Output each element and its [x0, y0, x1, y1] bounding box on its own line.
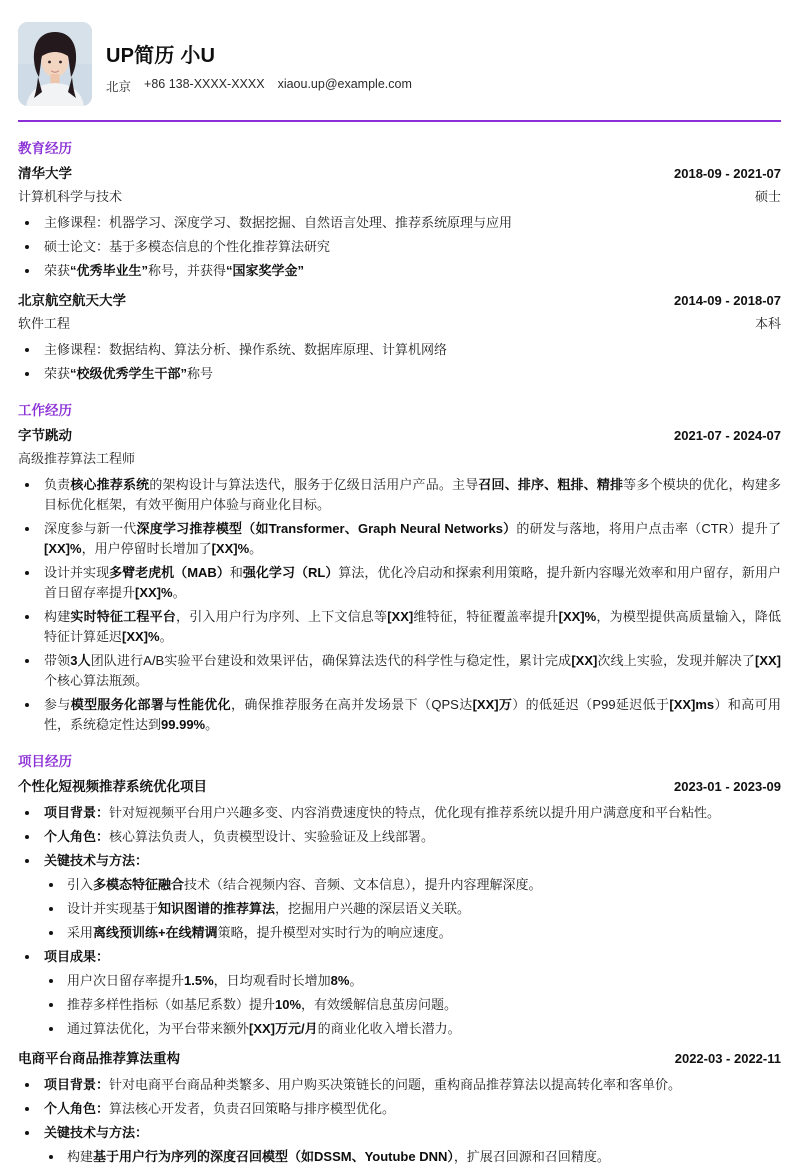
entry-subtitle: 高级推荐算法工程师 [18, 451, 136, 466]
bullet-item [18, 899, 781, 919]
bullet-list [18, 1075, 781, 1167]
bullet-text: 项目背景：针对短视频平台用户兴趣多变、内容消费速度快的特点，优化现有推荐系统以提升用户满意度和平台粘性。 [44, 805, 721, 820]
entry [18, 162, 781, 281]
bullet-marker-icon [25, 348, 29, 352]
bullet-item [18, 803, 781, 823]
entry-date: 2022-03 - 2022-11 [674, 1051, 781, 1066]
bullet-text: 推荐多样性指标（如基尼系数）提升10%，有效缓解信息茧房问题。 [67, 997, 458, 1012]
bullet-marker-icon [25, 1131, 29, 1135]
resume-section [18, 137, 781, 384]
bullet-marker-icon [49, 931, 53, 935]
bullet-text: 个人角色：算法核心开发者，负责召回策略与排序模型优化。 [44, 1101, 396, 1116]
entry-subtitle: 计算机科学与技术 [18, 189, 123, 204]
entry [18, 1047, 781, 1167]
bullet-item [18, 995, 781, 1015]
bullet-text: 引入多模态特征融合技术（结合视频内容、音频、文本信息），提升内容理解深度。 [67, 877, 542, 892]
portrait-illustration [18, 22, 92, 106]
entry-header-row [18, 424, 781, 444]
bullet-item [18, 827, 781, 847]
bullet-marker-icon [25, 245, 29, 249]
entry-title: 字节跳动 [18, 428, 72, 443]
bullet-list [18, 213, 781, 281]
resume-header [18, 22, 781, 106]
entry-date: 2021-07 - 2024-07 [674, 428, 781, 443]
bullet-text: 带领3人团队进行A/B实验平台建设和效果评估，确保算法迭代的科学性与稳定性，累计完成[XX]次线上实验，发现并解决了[XX]个核心算法瓶颈。 [44, 653, 781, 688]
bullet-item [18, 947, 781, 967]
contact-phone: +86 138-XXXX-XXXX [144, 77, 265, 91]
bullet-item [18, 213, 781, 233]
bullet-item [18, 1075, 781, 1095]
bullet-text: 参与模型服务化部署与性能优化，确保推荐服务在高并发场景下（QPS达[XX]万）的低延迟（P99延迟低于[XX]ms）和高可用性，系统稳定性达到99.99%。 [44, 697, 781, 732]
bullet-marker-icon [25, 527, 29, 531]
entry-title: 个性化短视频推荐系统优化项目 [18, 779, 207, 794]
contact-location: 北京 [106, 80, 132, 94]
entry-header-row [18, 162, 781, 182]
bullet-item [18, 607, 781, 647]
entry-subtitle-row [18, 186, 781, 205]
entry-title: 电商平台商品推荐算法重构 [18, 1051, 180, 1066]
bullet-text: 用户次日留存率提升1.5%，日均观看时长增加8%。 [67, 973, 363, 988]
candidate-name: UP简历 小U [106, 45, 216, 67]
bullet-marker-icon [25, 269, 29, 273]
resume-section [18, 750, 781, 1167]
bullet-item [18, 651, 781, 691]
bullet-marker-icon [25, 859, 29, 863]
bullet-text: 主修课程：机器学习、深度学习、数据挖掘、自然语言处理、推荐系统原理与应用 [44, 215, 513, 230]
bullet-text: 关键技术与方法： [44, 853, 149, 868]
entry-subtitle-row [18, 313, 781, 332]
bullet-marker-icon [25, 571, 29, 575]
bullet-marker-icon [49, 979, 53, 983]
bullet-text: 项目成果： [44, 949, 110, 964]
entry [18, 289, 781, 384]
section-title: 项目经历 [18, 754, 72, 769]
bullet-marker-icon [25, 835, 29, 839]
bullet-text: 荣获“校级优秀学生干部”称号 [44, 366, 214, 381]
bullet-text: 构建实时特征工程平台，引入用户行为序列、上下文信息等[XX]维特征，特征覆盖率提升[XX]%，为模型提供高质量输入，降低特征计算延迟[XX]%。 [44, 609, 781, 644]
bullet-list [18, 803, 781, 1039]
entry-header-row [18, 1047, 781, 1067]
bullet-item [18, 923, 781, 943]
bullet-marker-icon [25, 1083, 29, 1087]
bullet-item [18, 475, 781, 515]
bullet-item [18, 261, 781, 281]
bullet-marker-icon [25, 372, 29, 376]
profile-photo [18, 22, 92, 106]
bullet-text: 设计并实现基于知识图谱的推荐算法，挖掘用户兴趣的深层语义关联。 [67, 901, 471, 916]
bullet-marker-icon [25, 483, 29, 487]
bullet-text: 关键技术与方法： [44, 1125, 149, 1140]
sections [18, 137, 781, 1167]
bullet-text: 采用离线预训练+在线精调策略，提升模型对实时行为的响应速度。 [67, 925, 452, 940]
bullet-item [18, 875, 781, 895]
bullet-text: 设计并实现多臂老虎机（MAB）和强化学习（RL）算法，优化冷启动和探索利用策略，提升新内容曝光效率和用户留存，新用户首日留存率提升[XX]%。 [44, 565, 781, 600]
bullet-text: 深度参与新一代深度学习推荐模型（如Transformer、Graph Neural Networks）的研发与落地，将用户点击率（CTR）提升了[XX]%，用户停留时长增加了[XX]%。 [44, 521, 781, 556]
bullet-item [18, 695, 781, 735]
contact-email: xiaou.up@example.com [277, 77, 412, 91]
bullet-text: 负责核心推荐系统的架构设计与算法迭代，服务于亿级日活用户产品。主导召回、排序、粗排、精排等多个模块的优化，构建多目标优化框架，有效平衡用户体验与商业化目标。 [44, 477, 781, 512]
bullet-marker-icon [25, 811, 29, 815]
header-divider [18, 120, 781, 122]
bullet-item [18, 1123, 781, 1143]
bullet-item [18, 563, 781, 603]
header-text [106, 22, 412, 106]
entry-header-row [18, 289, 781, 309]
entry-date: 2018-09 - 2021-07 [674, 166, 781, 181]
bullet-marker-icon [49, 1155, 53, 1159]
resume-section [18, 399, 781, 735]
bullet-item [18, 364, 781, 384]
entry [18, 424, 781, 735]
bullet-marker-icon [49, 1027, 53, 1031]
bullet-item [18, 1019, 781, 1039]
bullet-marker-icon [25, 615, 29, 619]
bullet-item [18, 340, 781, 360]
bullet-marker-icon [49, 907, 53, 911]
section-title: 工作经历 [18, 403, 72, 418]
bullet-item [18, 237, 781, 257]
entry-header-row [18, 775, 781, 795]
bullet-marker-icon [25, 1107, 29, 1111]
bullet-text: 荣获“优秀毕业生”称号，并获得“国家奖学金” [44, 263, 305, 278]
entry-degree: 硕士 [754, 189, 781, 204]
bullet-marker-icon [49, 883, 53, 887]
entry-title: 清华大学 [18, 166, 72, 181]
entry-subtitle-row [18, 448, 781, 467]
bullet-marker-icon [25, 221, 29, 225]
entry-degree: 本科 [754, 316, 781, 331]
bullet-text: 个人角色：核心算法负责人，负责模型设计、实验验证及上线部署。 [44, 829, 435, 844]
bullet-text: 构建基于用户行为序列的深度召回模型（如DSSM、Youtube DNN），扩展召回源和召回精度。 [67, 1149, 610, 1164]
contact-info [106, 77, 412, 95]
bullet-marker-icon [49, 1003, 53, 1007]
entry [18, 775, 781, 1039]
entry-date: 2014-09 - 2018-07 [674, 293, 781, 308]
bullet-item [18, 971, 781, 991]
bullet-item [18, 1099, 781, 1119]
bullet-item [18, 519, 781, 559]
entry-subtitle: 软件工程 [18, 316, 71, 331]
bullet-text: 硕士论文：基于多模态信息的个性化推荐算法研究 [44, 239, 331, 254]
entry-date: 2023-01 - 2023-09 [674, 779, 781, 794]
bullet-text: 项目背景：针对电商平台商品种类繁多、用户购买决策链长的问题，重构商品推荐算法以提高转化率和客单价。 [44, 1077, 682, 1092]
bullet-list [18, 340, 781, 384]
section-title: 教育经历 [18, 141, 72, 156]
bullet-item [18, 851, 781, 871]
bullet-item [18, 1147, 781, 1167]
entry-title: 北京航空航天大学 [18, 293, 126, 308]
bullet-text: 主修课程：数据结构、算法分析、操作系统、数据库原理、计算机网络 [44, 342, 448, 357]
bullet-marker-icon [25, 955, 29, 959]
bullet-list [18, 475, 781, 735]
bullet-marker-icon [25, 659, 29, 663]
bullet-text: 通过算法优化，为平台带来额外[XX]万元/月的商业化收入增长潜力。 [67, 1021, 461, 1036]
bullet-marker-icon [25, 703, 29, 707]
